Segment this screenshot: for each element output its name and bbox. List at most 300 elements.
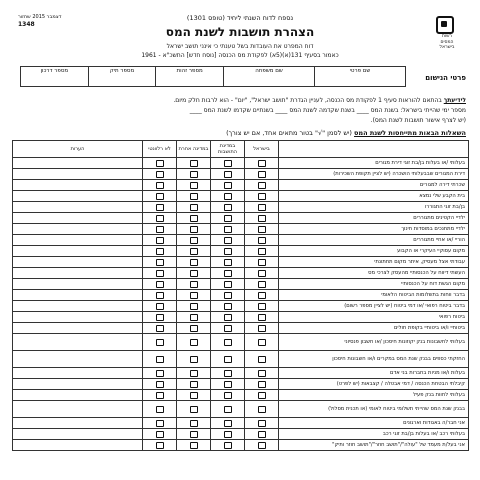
table-row bbox=[13, 235, 469, 246]
table-row bbox=[13, 368, 469, 379]
checkbox-other-country[interactable] bbox=[190, 226, 198, 233]
cell-not-relevant bbox=[143, 301, 177, 312]
cell-other-country bbox=[177, 429, 211, 440]
cell-not-relevant bbox=[143, 213, 177, 224]
question-text: ילדיי הקטינים מתגוררים bbox=[279, 213, 469, 224]
cell-israel bbox=[245, 246, 279, 257]
questions-title: השאלות הבאות מתייחסות לשנת המס (יש לסמן "√" בטור מתאים אחד, אם יש צורך) bbox=[226, 129, 466, 137]
notes-field[interactable] bbox=[13, 191, 143, 202]
checkbox-not-relevant[interactable] bbox=[156, 381, 164, 388]
questions-hint: (יש לסמן "√" בטור מתאים אחד, אם יש צורך) bbox=[226, 129, 352, 137]
table-row bbox=[13, 379, 469, 390]
checkbox-not-relevant[interactable] bbox=[156, 420, 164, 427]
checkbox-israel[interactable] bbox=[258, 392, 266, 399]
cell-residence-country bbox=[211, 180, 245, 191]
cell-other-country bbox=[177, 290, 211, 301]
cell-residence-country bbox=[211, 191, 245, 202]
checkbox-residence-country[interactable] bbox=[224, 204, 232, 211]
checkbox-israel[interactable] bbox=[258, 325, 266, 332]
cell-other-country bbox=[177, 158, 211, 169]
cell-other-country bbox=[177, 368, 211, 379]
checkbox-residence-country[interactable] bbox=[224, 339, 232, 346]
checkbox-not-relevant[interactable] bbox=[156, 442, 164, 449]
cell-residence-country bbox=[211, 312, 245, 323]
cell-other-country bbox=[177, 401, 211, 418]
notes-field[interactable] bbox=[13, 169, 143, 180]
cell-other-country bbox=[177, 257, 211, 268]
page-title: הצהרת תושבות לשנת המס bbox=[165, 25, 315, 39]
cell-israel bbox=[245, 401, 279, 418]
checkbox-residence-country[interactable] bbox=[224, 381, 232, 388]
cell-israel bbox=[245, 351, 279, 368]
checkbox-israel[interactable] bbox=[258, 237, 266, 244]
notes-field[interactable] bbox=[13, 401, 143, 418]
question-text: הוריי /או אחיי מתגוררים bbox=[279, 235, 469, 246]
checkbox-not-relevant[interactable] bbox=[156, 204, 164, 211]
checkbox-israel[interactable] bbox=[258, 226, 266, 233]
table-row bbox=[13, 158, 469, 169]
notes-field[interactable] bbox=[13, 257, 143, 268]
checkbox-residence-country[interactable] bbox=[224, 420, 232, 427]
notes-field[interactable] bbox=[13, 246, 143, 257]
table-row bbox=[13, 351, 469, 368]
cell-not-relevant bbox=[143, 180, 177, 191]
table-row bbox=[13, 191, 469, 202]
cell-not-relevant bbox=[143, 429, 177, 440]
checkbox-not-relevant[interactable] bbox=[156, 270, 164, 277]
cell-not-relevant bbox=[143, 390, 177, 401]
notes-field[interactable] bbox=[13, 213, 143, 224]
question-text: ילדיי מתחנכים במוסדות חינוך bbox=[279, 224, 469, 235]
notes-field[interactable] bbox=[13, 180, 143, 191]
days-in-israel: מספר ימי שהייתי בישראל: בשנת המס ____ בשנת שקדמה לשנת המס ____ בשנתיים שקדמו לשנת המס ____ bbox=[189, 107, 466, 114]
form-number: 1348 bbox=[18, 21, 35, 28]
checkbox-not-relevant[interactable] bbox=[156, 431, 164, 438]
checkbox-not-relevant[interactable] bbox=[156, 182, 164, 189]
table-row bbox=[13, 257, 469, 268]
checkbox-residence-country[interactable] bbox=[224, 314, 232, 321]
table-row bbox=[13, 169, 469, 180]
table-row bbox=[13, 390, 469, 401]
checkbox-not-relevant[interactable] bbox=[156, 248, 164, 255]
notes-field[interactable] bbox=[13, 351, 143, 368]
notes-field[interactable] bbox=[13, 368, 143, 379]
checkbox-israel[interactable] bbox=[258, 259, 266, 266]
cell-other-country bbox=[177, 334, 211, 351]
notes-field[interactable] bbox=[13, 312, 143, 323]
form-reference: נספח לדוח השנתי ליחיד (טופס 1301) bbox=[186, 14, 294, 22]
question-text: בעלותי רכב /או בעלות בן/בת זוגי רכב bbox=[279, 429, 469, 440]
cell-residence-country bbox=[211, 290, 245, 301]
question-text: העשתי דיווח על הכנסותיי מהעסק לצרכי מס bbox=[279, 268, 469, 279]
cell-residence-country bbox=[211, 301, 245, 312]
checkbox-not-relevant[interactable] bbox=[156, 339, 164, 346]
checkbox-israel[interactable] bbox=[258, 356, 266, 363]
checkbox-not-relevant[interactable] bbox=[156, 392, 164, 399]
cell-israel bbox=[245, 301, 279, 312]
question-text: בן/בת זוגי התגוררו bbox=[279, 202, 469, 213]
checkbox-residence-country[interactable] bbox=[224, 160, 232, 167]
questions-body bbox=[13, 158, 469, 451]
notes-field[interactable] bbox=[13, 418, 143, 429]
checkbox-other-country[interactable] bbox=[190, 270, 198, 277]
notes-field[interactable] bbox=[13, 334, 143, 351]
cell-other-country bbox=[177, 224, 211, 235]
cell-not-relevant bbox=[143, 268, 177, 279]
checkbox-other-country[interactable] bbox=[190, 182, 198, 189]
table-row bbox=[13, 224, 469, 235]
cell-israel bbox=[245, 180, 279, 191]
cell-other-country bbox=[177, 180, 211, 191]
cell-not-relevant bbox=[143, 379, 177, 390]
checkbox-residence-country[interactable] bbox=[224, 370, 232, 377]
checkbox-residence-country[interactable] bbox=[224, 442, 232, 449]
cell-residence-country bbox=[211, 268, 245, 279]
checkbox-not-relevant[interactable] bbox=[156, 160, 164, 167]
checkbox-not-relevant[interactable] bbox=[156, 281, 164, 288]
cell-residence-country bbox=[211, 279, 245, 290]
cell-residence-country bbox=[211, 379, 245, 390]
col-other-country: במדינה אחרת bbox=[177, 141, 211, 158]
checkbox-not-relevant[interactable] bbox=[156, 325, 164, 332]
notes-field[interactable] bbox=[13, 202, 143, 213]
cell-residence-country bbox=[211, 390, 245, 401]
checkbox-residence-country[interactable] bbox=[224, 215, 232, 222]
cell-israel bbox=[245, 224, 279, 235]
checkbox-other-country[interactable] bbox=[190, 193, 198, 200]
cell-israel bbox=[245, 323, 279, 334]
cell-residence-country bbox=[211, 429, 245, 440]
cell-not-relevant bbox=[143, 351, 177, 368]
cell-israel bbox=[245, 312, 279, 323]
question-text: בעלותי לחשבונות בנק יקוזונות חיסכון /או חשבון פנסיוני bbox=[279, 334, 469, 351]
checkbox-other-country[interactable] bbox=[190, 259, 198, 266]
notes-field[interactable] bbox=[13, 224, 143, 235]
cell-residence-country bbox=[211, 169, 245, 180]
question-text: בית הקבע שלי נמצא bbox=[279, 191, 469, 202]
checkbox-other-country[interactable] bbox=[190, 215, 198, 222]
checkbox-residence-country[interactable] bbox=[224, 325, 232, 332]
col-question bbox=[279, 141, 469, 158]
checkbox-israel[interactable] bbox=[258, 193, 266, 200]
cell-not-relevant bbox=[143, 169, 177, 180]
cell-residence-country bbox=[211, 224, 245, 235]
logo-text: רשות המסים בישראל bbox=[439, 34, 455, 50]
question-text: ביטוח רפואי bbox=[279, 312, 469, 323]
notes-field[interactable] bbox=[13, 290, 143, 301]
checkbox-residence-country[interactable] bbox=[224, 237, 232, 244]
cell-other-country bbox=[177, 351, 211, 368]
table-row bbox=[13, 246, 469, 257]
checkbox-israel[interactable] bbox=[258, 270, 266, 277]
question-text: קיבלתי הבטחת הכנסה / דמי אבטלה / קצבאות (יש לפרט) bbox=[279, 379, 469, 390]
cell-residence-country bbox=[211, 323, 245, 334]
cell-israel bbox=[245, 268, 279, 279]
checkbox-not-relevant[interactable] bbox=[156, 259, 164, 266]
cell-not-relevant bbox=[143, 418, 177, 429]
checkbox-other-country[interactable] bbox=[190, 248, 198, 255]
checkbox-not-relevant[interactable] bbox=[156, 237, 164, 244]
table-row bbox=[13, 429, 469, 440]
checkbox-other-country[interactable] bbox=[190, 356, 198, 363]
cell-residence-country bbox=[211, 257, 245, 268]
checkbox-residence-country[interactable] bbox=[224, 182, 232, 189]
cell-israel bbox=[245, 213, 279, 224]
question-text: עבודתי אצל מעסיק, איתר מקום תחתונתי bbox=[279, 257, 469, 268]
checkbox-israel[interactable] bbox=[258, 303, 266, 310]
checkbox-israel[interactable] bbox=[258, 204, 266, 211]
cell-israel bbox=[245, 169, 279, 180]
question-text: בעלותי /או בעלות בן/בת זוגי דירת מגורים bbox=[279, 158, 469, 169]
form-header bbox=[60, 14, 420, 59]
notes-field[interactable] bbox=[13, 379, 143, 390]
checkbox-not-relevant[interactable] bbox=[156, 171, 164, 178]
form-meta bbox=[18, 14, 61, 28]
checkbox-residence-country[interactable] bbox=[224, 431, 232, 438]
table-row bbox=[13, 213, 469, 224]
cell-residence-country bbox=[211, 440, 245, 451]
checkbox-israel[interactable] bbox=[258, 314, 266, 321]
checkbox-not-relevant[interactable] bbox=[156, 370, 164, 377]
cell-not-relevant bbox=[143, 202, 177, 213]
table-row bbox=[13, 401, 469, 418]
cell-not-relevant bbox=[143, 323, 177, 334]
checkbox-other-country[interactable] bbox=[190, 237, 198, 244]
checkbox-israel[interactable] bbox=[258, 431, 266, 438]
question-text: שכרתי דירה למגורים bbox=[279, 180, 469, 191]
checkbox-residence-country[interactable] bbox=[224, 259, 232, 266]
cell-israel bbox=[245, 279, 279, 290]
checkbox-not-relevant[interactable] bbox=[156, 226, 164, 233]
form-legal-reference: כאמור בסעיף 131(א)(5א) לפקודת מס הכנסה [נוסח חדש] התשכ"א - 1961 bbox=[141, 52, 339, 59]
cell-residence-country bbox=[211, 418, 245, 429]
cell-not-relevant bbox=[143, 401, 177, 418]
checkbox-other-country[interactable] bbox=[190, 160, 198, 167]
checkbox-residence-country[interactable] bbox=[224, 406, 232, 413]
cell-not-relevant bbox=[143, 334, 177, 351]
checkbox-other-country[interactable] bbox=[190, 392, 198, 399]
cell-israel bbox=[245, 257, 279, 268]
checkbox-other-country[interactable] bbox=[190, 431, 198, 438]
cell-other-country bbox=[177, 390, 211, 401]
cell-not-relevant bbox=[143, 290, 177, 301]
checkbox-not-relevant[interactable] bbox=[156, 406, 164, 413]
notes-field[interactable] bbox=[13, 301, 143, 312]
checkbox-israel[interactable] bbox=[258, 215, 266, 222]
checkbox-residence-country[interactable] bbox=[224, 392, 232, 399]
cell-residence-country bbox=[211, 246, 245, 257]
last-name-field[interactable]: שם משפחה bbox=[224, 67, 315, 87]
checkbox-other-country[interactable] bbox=[190, 370, 198, 377]
first-name-field[interactable]: שם פרטי bbox=[315, 67, 406, 87]
cell-not-relevant bbox=[143, 224, 177, 235]
checkbox-israel[interactable] bbox=[258, 339, 266, 346]
table-row bbox=[13, 279, 469, 290]
question-text: מקום עסוקיי העיקרי או הקבוע bbox=[279, 246, 469, 257]
checkbox-other-country[interactable] bbox=[190, 420, 198, 427]
table-row bbox=[13, 268, 469, 279]
checkbox-not-relevant[interactable] bbox=[156, 314, 164, 321]
cell-residence-country bbox=[211, 401, 245, 418]
cell-israel bbox=[245, 202, 279, 213]
checkbox-residence-country[interactable] bbox=[224, 303, 232, 310]
notes-field[interactable] bbox=[13, 235, 143, 246]
table-row bbox=[13, 440, 469, 451]
cell-israel bbox=[245, 379, 279, 390]
cell-other-country bbox=[177, 235, 211, 246]
cell-residence-country bbox=[211, 213, 245, 224]
checkbox-israel[interactable] bbox=[258, 292, 266, 299]
checkbox-other-country[interactable] bbox=[190, 303, 198, 310]
notes-field[interactable] bbox=[13, 158, 143, 169]
notes-field[interactable] bbox=[13, 323, 143, 334]
table-row bbox=[13, 418, 469, 429]
checkbox-residence-country[interactable] bbox=[224, 226, 232, 233]
form-subtitle: דוח המפרט את העובדות בשל טענתי כי אינני תושב ישראל bbox=[166, 43, 314, 50]
passport-number-field[interactable]: מספר דרכון bbox=[21, 67, 89, 87]
notes-field[interactable] bbox=[13, 440, 143, 451]
checkbox-israel[interactable] bbox=[258, 420, 266, 427]
cell-other-country bbox=[177, 202, 211, 213]
col-residence-country: במדינת התושבות bbox=[211, 141, 245, 158]
checkbox-other-country[interactable] bbox=[190, 381, 198, 388]
notes-field[interactable] bbox=[13, 390, 143, 401]
cell-not-relevant bbox=[143, 257, 177, 268]
checkbox-other-country[interactable] bbox=[190, 281, 198, 288]
checkbox-residence-country[interactable] bbox=[224, 270, 232, 277]
checkbox-not-relevant[interactable] bbox=[156, 193, 164, 200]
checkbox-israel[interactable] bbox=[258, 370, 266, 377]
cell-not-relevant bbox=[143, 440, 177, 451]
checkbox-not-relevant[interactable] bbox=[156, 215, 164, 222]
checkbox-not-relevant[interactable] bbox=[156, 356, 164, 363]
question-text: בדבר ווחות בתשלומות הביטוח הלאומי bbox=[279, 290, 469, 301]
checkbox-residence-country[interactable] bbox=[224, 281, 232, 288]
cell-residence-country bbox=[211, 202, 245, 213]
cell-israel bbox=[245, 368, 279, 379]
checkbox-israel[interactable] bbox=[258, 171, 266, 178]
cell-other-country bbox=[177, 246, 211, 257]
table-row bbox=[13, 180, 469, 191]
cell-not-relevant bbox=[143, 368, 177, 379]
checkbox-other-country[interactable] bbox=[190, 325, 198, 332]
question-text: בעלות ו/או מניות בחברות בני אדם bbox=[279, 368, 469, 379]
cell-other-country bbox=[177, 323, 211, 334]
table-row bbox=[13, 202, 469, 213]
cell-not-relevant bbox=[143, 235, 177, 246]
personal-details-label: פרטי הנישום bbox=[425, 74, 466, 82]
question-text: אני חבר/ה באגודות וארגונים bbox=[279, 418, 469, 429]
cell-other-country bbox=[177, 169, 211, 180]
notes-field[interactable] bbox=[13, 268, 143, 279]
cell-other-country bbox=[177, 191, 211, 202]
cell-israel bbox=[245, 440, 279, 451]
checkbox-israel[interactable] bbox=[258, 406, 266, 413]
cell-israel bbox=[245, 429, 279, 440]
cell-residence-country bbox=[211, 334, 245, 351]
cell-israel bbox=[245, 418, 279, 429]
cell-residence-country bbox=[211, 158, 245, 169]
checkbox-residence-country[interactable] bbox=[224, 356, 232, 363]
cell-other-country bbox=[177, 379, 211, 390]
col-notes: הערות bbox=[13, 141, 143, 158]
cell-israel bbox=[245, 290, 279, 301]
notes-field[interactable] bbox=[13, 279, 143, 290]
question-text: בדבר ביטוח רפואי /או דמי ביטוח (יש לציין מספר רשום) bbox=[279, 301, 469, 312]
checkbox-residence-country[interactable] bbox=[224, 292, 232, 299]
cell-other-country bbox=[177, 312, 211, 323]
question-text: מקום הגשת דוח על הכנסותיי bbox=[279, 279, 469, 290]
cell-other-country bbox=[177, 268, 211, 279]
checkbox-other-country[interactable] bbox=[190, 171, 198, 178]
cell-israel bbox=[245, 158, 279, 169]
table-row bbox=[13, 334, 469, 351]
cell-israel bbox=[245, 390, 279, 401]
checkbox-other-country[interactable] bbox=[190, 204, 198, 211]
cell-residence-country bbox=[211, 351, 245, 368]
question-text: בעלותי לחוות בנק פעיל bbox=[279, 390, 469, 401]
table-row bbox=[13, 312, 469, 323]
checkbox-other-country[interactable] bbox=[190, 339, 198, 346]
cell-other-country bbox=[177, 213, 211, 224]
cell-residence-country bbox=[211, 368, 245, 379]
notice-line-1: לידיעתך בהתאם להוראות סעיף 1 לפקודת מס הכנסה, לעניין הגדרת "תושב ישראל", "יום" - הוא לרבות חלק מיום. bbox=[173, 97, 466, 104]
question-text: אני בעל/ת מעמד של "עולה"/"תושב חוזר"/"תושב חוזר ותיק" bbox=[279, 440, 469, 451]
cell-not-relevant bbox=[143, 312, 177, 323]
question-text: דירת המגורים שבבעלותי הושכרה (יש לציין תקופת השכירות) bbox=[279, 169, 469, 180]
cell-other-country bbox=[177, 279, 211, 290]
cell-other-country bbox=[177, 418, 211, 429]
checkbox-residence-country[interactable] bbox=[224, 171, 232, 178]
checkbox-not-relevant[interactable] bbox=[156, 292, 164, 299]
question-text: ביטוחיי ו/או ביטוחיי בקופת חולים bbox=[279, 323, 469, 334]
checkbox-israel[interactable] bbox=[258, 160, 266, 167]
checkbox-israel[interactable] bbox=[258, 381, 266, 388]
cell-israel bbox=[245, 235, 279, 246]
personal-details-table bbox=[20, 66, 406, 87]
checkbox-not-relevant[interactable] bbox=[156, 303, 164, 310]
table-row bbox=[13, 301, 469, 312]
form-edition: דצמבר 2015 שחזור bbox=[18, 14, 62, 20]
checkbox-other-country[interactable] bbox=[190, 406, 198, 413]
checkbox-israel[interactable] bbox=[258, 182, 266, 189]
question-text: החזקתי כספים בבנק שנת המס במקרים ו/או חשבונות חיסכון bbox=[279, 351, 469, 368]
col-not-relevant: לא רלוונטי bbox=[143, 141, 177, 158]
cell-not-relevant bbox=[143, 279, 177, 290]
checkbox-israel[interactable] bbox=[258, 281, 266, 288]
file-number-field[interactable]: מספר תיק bbox=[88, 67, 156, 87]
notes-field[interactable] bbox=[13, 429, 143, 440]
checkbox-other-country[interactable] bbox=[190, 314, 198, 321]
cell-other-country bbox=[177, 440, 211, 451]
cell-other-country bbox=[177, 301, 211, 312]
cell-residence-country bbox=[211, 235, 245, 246]
checkbox-other-country[interactable] bbox=[190, 442, 198, 449]
table-row bbox=[13, 323, 469, 334]
cell-not-relevant bbox=[143, 158, 177, 169]
tax-authority-logo bbox=[426, 16, 468, 52]
question-text: בבנק שנת המס שהייתי תשלומי ביטוח לאומי (או תכנית מסלול) bbox=[279, 401, 469, 418]
notice-lead: לידיעתך bbox=[443, 97, 466, 104]
id-number-field[interactable]: מספר זהות bbox=[156, 67, 224, 87]
col-israel: בישראל bbox=[245, 141, 279, 158]
checkbox-residence-country[interactable] bbox=[224, 193, 232, 200]
residency-questions-table bbox=[12, 140, 469, 451]
checkbox-residence-country[interactable] bbox=[224, 248, 232, 255]
checkbox-israel[interactable] bbox=[258, 442, 266, 449]
checkbox-other-country[interactable] bbox=[190, 292, 198, 299]
checkbox-israel[interactable] bbox=[258, 248, 266, 255]
